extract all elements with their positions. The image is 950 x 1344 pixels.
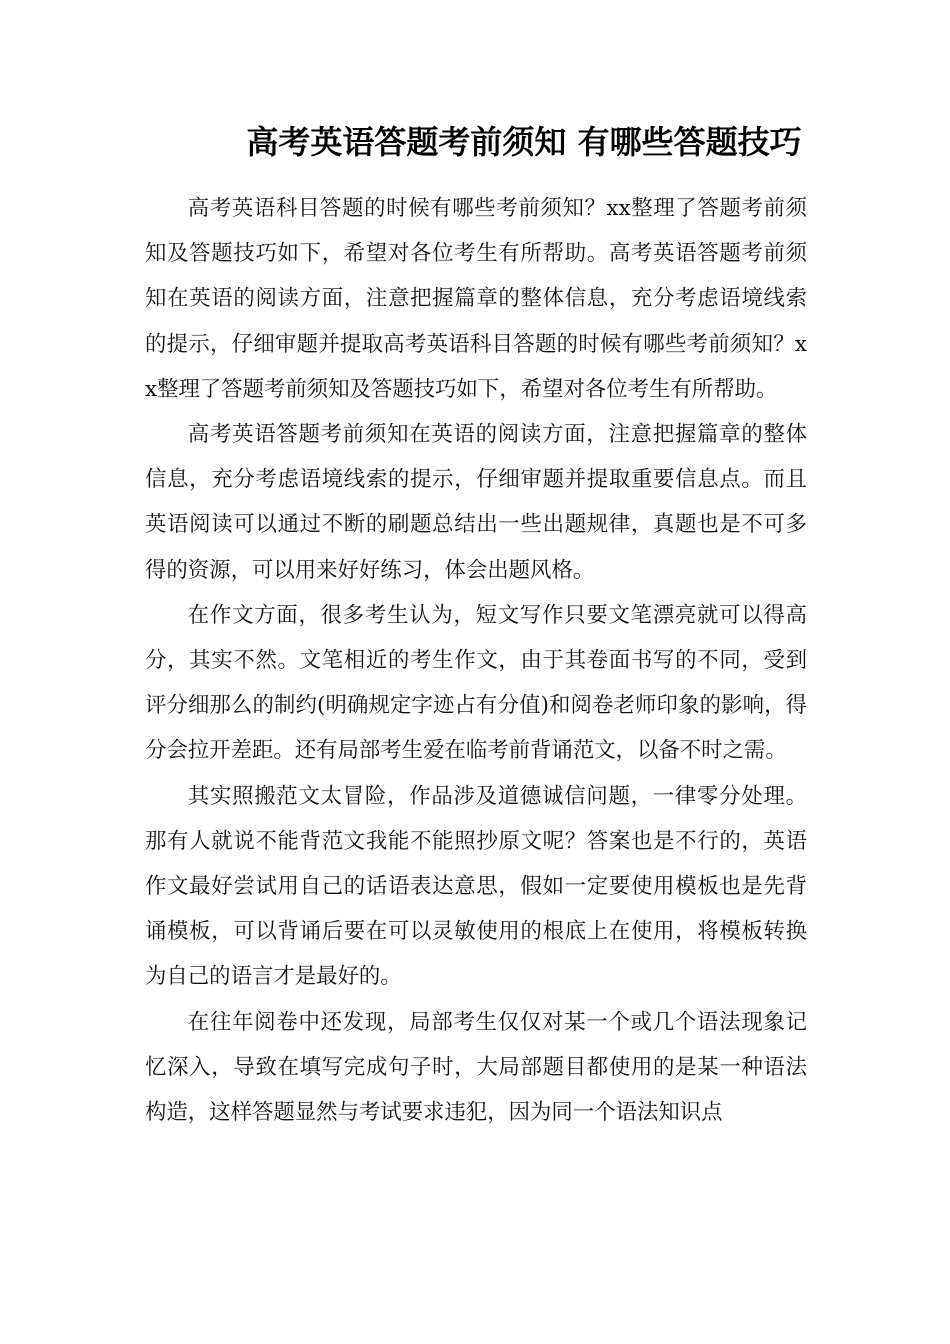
document-title: 高考英语答题考前须知 有哪些答题技巧 bbox=[246, 123, 802, 161]
document-body bbox=[145, 186, 807, 1135]
paragraph-4: 其实照搬范文太冒险，作品涉及道德诚信问题，一律零分处理。那有人就说不能背范文我能不能照抄原文呢？答案也是不行的，英语作文最好尝试用自己的话语表达意思，假如一定要使用模板也是先背诵模板，可以背诵后要在可以灵敏使用的根底上在使用，将模板转换为自己的语言才是最好的。 bbox=[145, 783, 807, 990]
paragraph-3: 在作文方面，很多考生认为，短文写作只要文笔漂亮就可以得高分，其实不然。文笔相近的考生作文，由于其卷面书写的不同，受到评分细那么的制约(明确规定字迹占有分值)和阅卷老师印象的影响，得分会拉开差距。还有局部考生爱在临考前背诵范文，以备不时之需。 bbox=[145, 602, 807, 764]
paragraph-5: 在往年阅卷中还发现，局部考生仅仅对某一个或几个语法现象记忆深入，导致在填写完成句子时，大局部题目都使用的是某一种语法构造，这样答题显然与考试要求违犯，因为同一个语法知识点 bbox=[145, 1009, 807, 1126]
paragraph-1: 高考英语科目答题的时候有哪些考前须知？xx整理了答题考前须知及答题技巧如下，希望对各位考生有所帮助。高考英语答题考前须知在英语的阅读方面，注意把握篇章的整体信息，充分考虑语境线索的提示，仔细审题并提取高考英语科目答题的时候有哪些考前须知？xx整理了答题考前须知及答题技巧如下，希望对各位考生有所帮助。 bbox=[145, 196, 807, 402]
paragraph-2: 高考英语答题考前须知在英语的阅读方面，注意把握篇章的整体信息，充分考虑语境线索的提示，仔细审题并提取重要信息点。而且英语阅读可以通过不断的刷题总结出一些出题规律，真题也是不可多得的资源，可以用来好好练习，体会出题风格。 bbox=[145, 422, 807, 583]
